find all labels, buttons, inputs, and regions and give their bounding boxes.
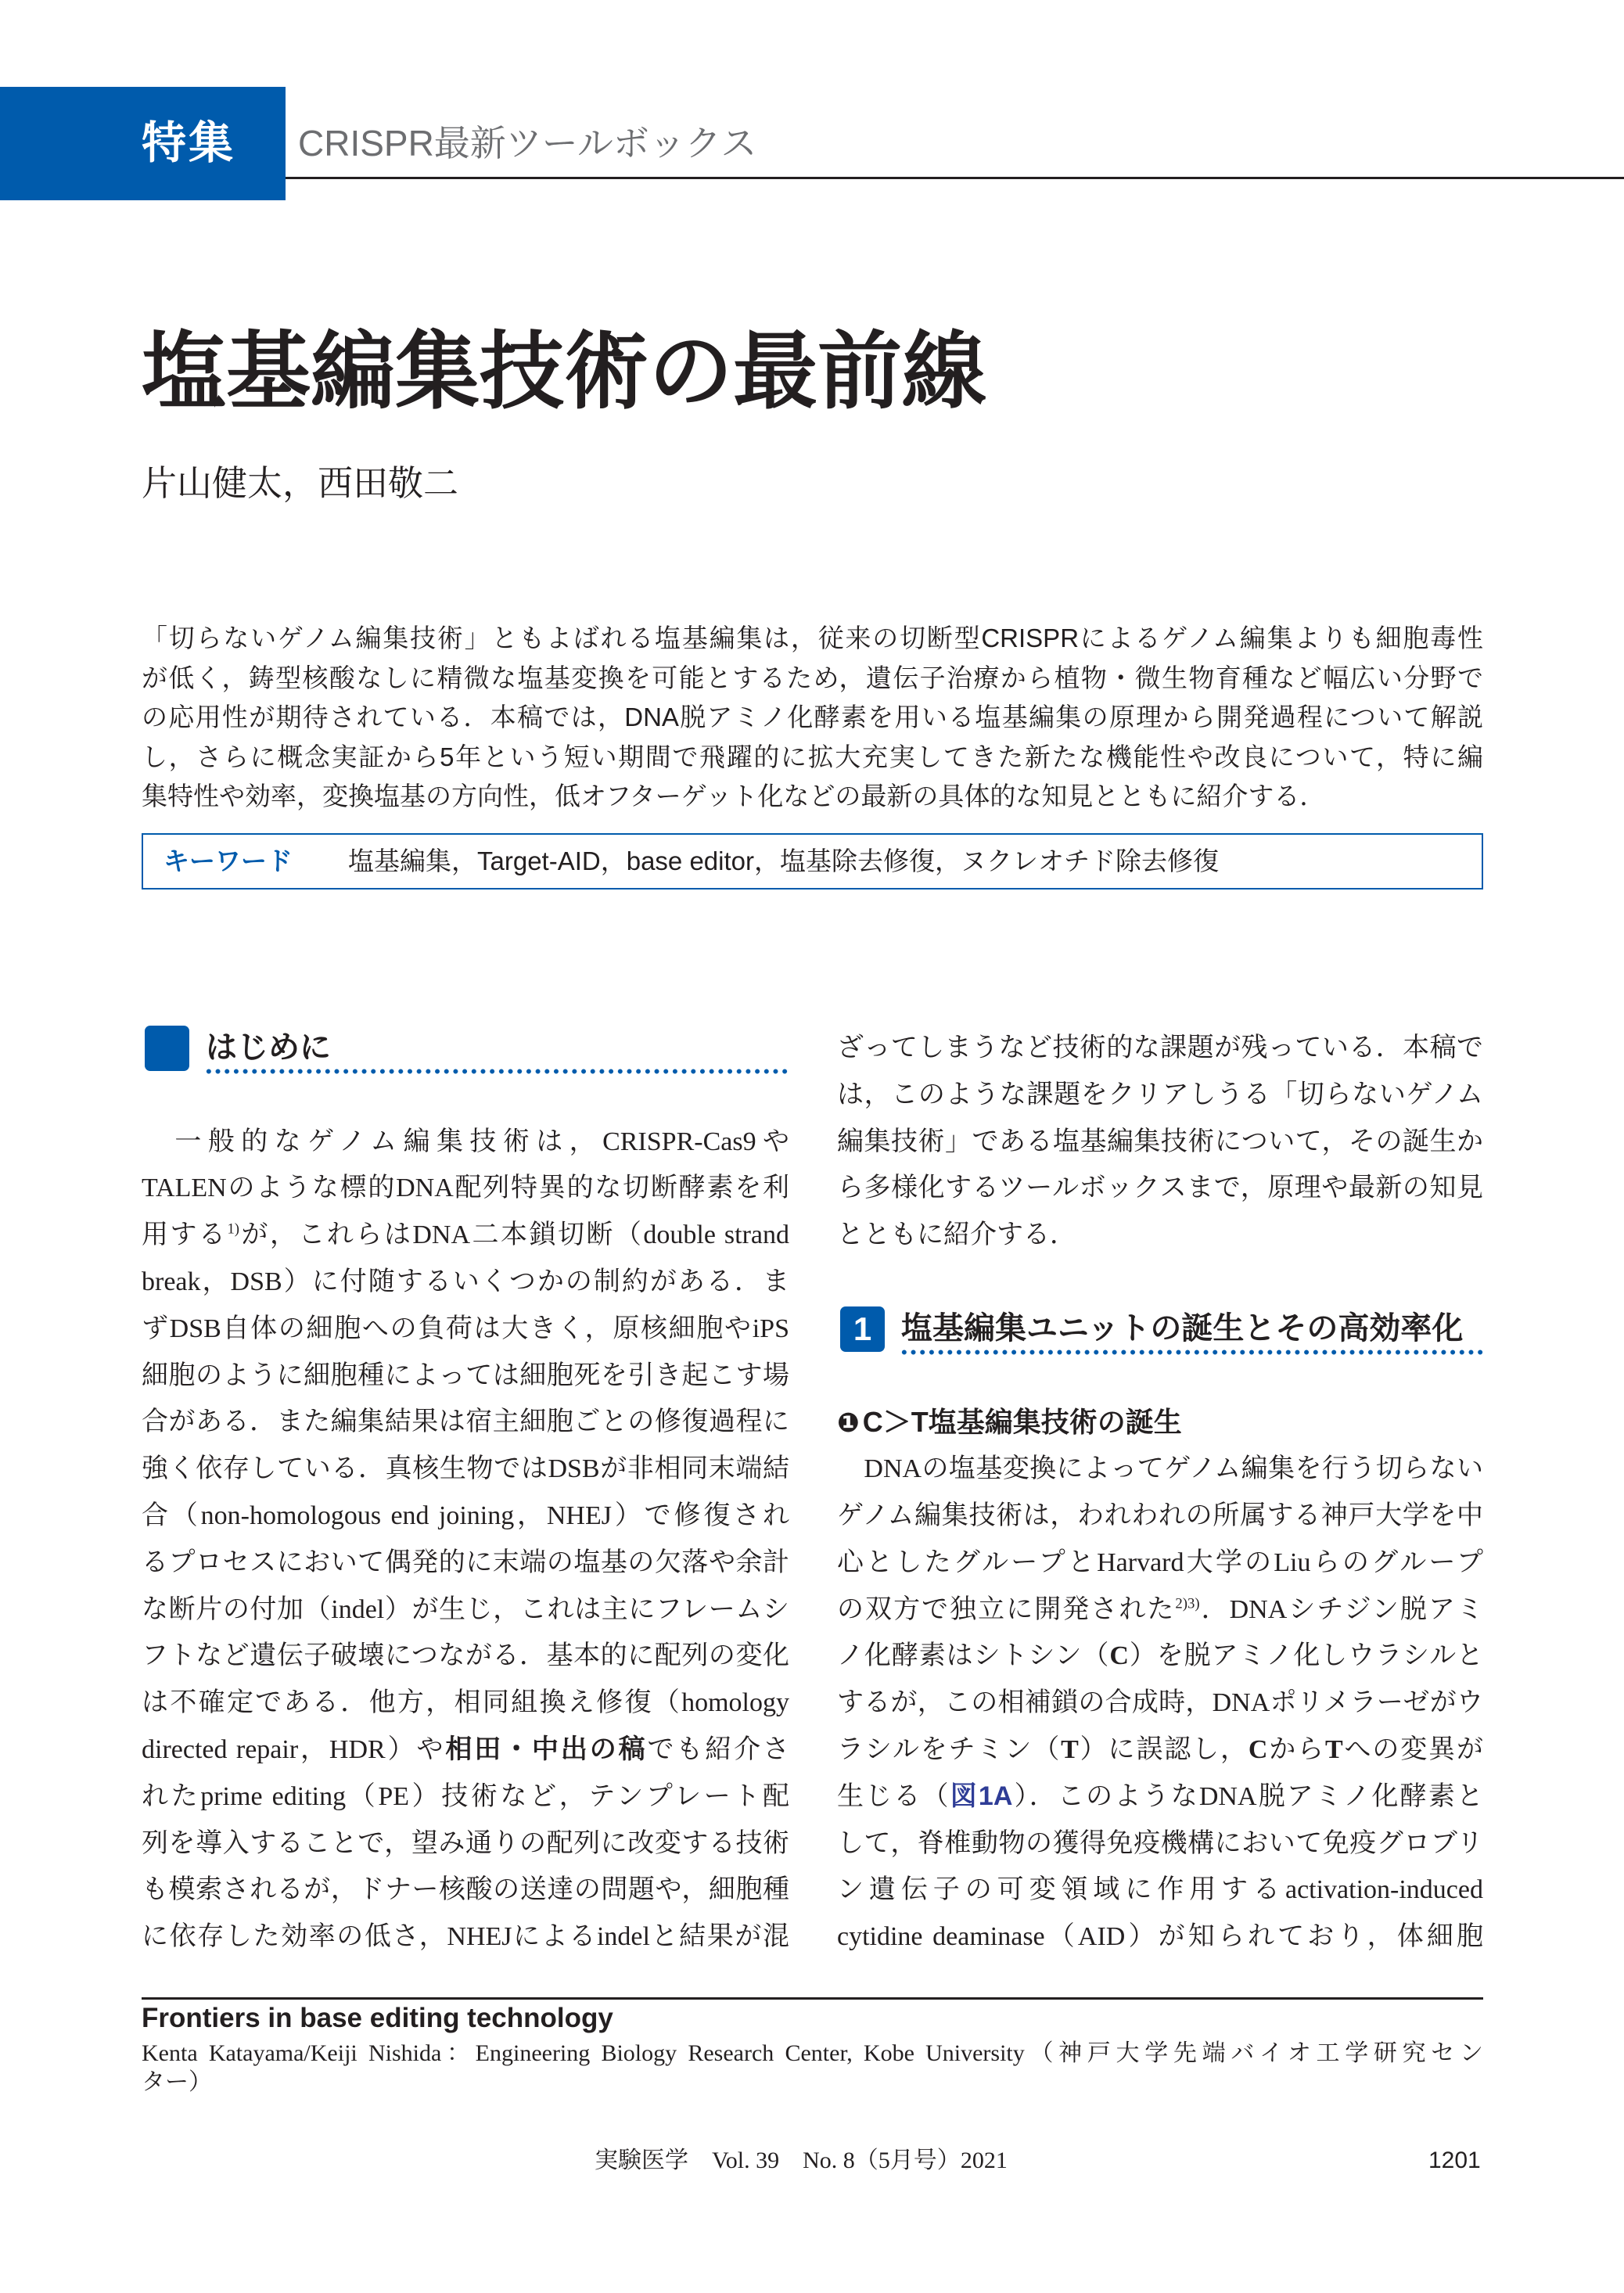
journal-volume: Vol. 39 (712, 2147, 780, 2173)
text-line: れたprime editing（PE）技術など，テンプレート配 (142, 1781, 789, 1811)
text-line: るプロセスにおいて偶発的に末端の塩基の欠落や余計 (142, 1547, 789, 1577)
text-run: ）に誤認し， (1078, 1734, 1249, 1764)
keyword: Target-AID (477, 846, 601, 875)
section-marker-square (145, 1026, 189, 1071)
subsection-number-icon: ❶ (837, 1407, 860, 1439)
text-line: 合（non-homologous end joining，NHEJ）で修復され (142, 1501, 789, 1530)
nucleotide-symbol: C (1109, 1641, 1129, 1671)
text-line: 心としたグループとHarvard大学のLiuらのグループ (837, 1547, 1483, 1577)
text-run: でも紹介さ (647, 1734, 790, 1764)
keyword: ヌクレオチド除去修復 (961, 846, 1219, 875)
text-line (142, 1727, 789, 1774)
text-line (837, 1774, 1483, 1820)
text-line: フトなど遺伝子破壊につながる．基本的に配列の変化 (142, 1641, 789, 1671)
nucleotide-symbol: T (1061, 1734, 1079, 1764)
text-run: の双方で独立に開発された (837, 1594, 1176, 1624)
article-authors: 片山健太，西田敬二 (142, 463, 459, 503)
text-run: ．DNAシチジン脱アミ (1199, 1594, 1484, 1624)
text-line: し，さらに概念実証から5年という短い期間で飛躍的に拡大充実してきた新たな機能性や改良について，特に編 (142, 742, 1483, 771)
text-run: ）を脱アミノ化しウラシルと (1128, 1641, 1483, 1671)
subsection-heading (837, 1399, 1483, 1446)
text-line: が低く，鋳型核酸なしに精微な塩基変換を可能とするため，遺伝子治療から植物・微生物育種など幅広い分野で (142, 663, 1483, 692)
keyword-separator: ， (935, 846, 961, 875)
right-column (837, 1025, 1483, 1961)
text-run: への変異が (1342, 1734, 1484, 1764)
text-line: 強く依存している．真核生物ではDSBが非相同末端結 (142, 1454, 789, 1484)
text-line: ター） (142, 2069, 212, 2095)
text-line: ン遺伝子の可変領域に作用するactivation-induced (837, 1875, 1483, 1905)
text-line (142, 1212, 789, 1259)
text-line: 「切らないゲノム編集技術」ともよばれる塩基編集は，従来の切断型CRISPRによるゲノム編集よりも細胞毒性 (142, 624, 1483, 652)
text-line: して，脊椎動物の獲得免疫機構において免疫グロブリ (837, 1828, 1483, 1858)
section-title: はじめに (206, 1030, 331, 1065)
text-line: 集特性や効率，変換塩基の方向性，低オフターゲット化などの最新の具体的な知見とともに紹介する． (142, 782, 1326, 810)
left-column (142, 1025, 789, 1961)
text-line: の応用性が期待されている．本稿では，DNA脱アミノ化酵素を用いる塩基編集の原理から開発過程について解説 (142, 703, 1483, 731)
text-run: から (1267, 1734, 1325, 1764)
text-line: は不確定である．他方，相同組換え修復（homology (142, 1688, 789, 1718)
keyword-label: キーワード (163, 846, 293, 875)
keyword: base editor (626, 846, 754, 875)
text-line: 編集技術」である塩基編集技術について，その誕生か (837, 1127, 1483, 1156)
text-run: が，これらはDNA二本鎖切断（double strand (239, 1220, 789, 1250)
text-run: 用する (142, 1220, 228, 1250)
text-line: に依存した効率の低さ，NHEJによるindelと結果が混 (142, 1922, 789, 1952)
author-affiliation (142, 2039, 1483, 2097)
paragraph (837, 1446, 1483, 1961)
text-line: TALENのような標的DNA配列特異的な切断酵素を利 (142, 1173, 789, 1203)
keyword-separator: ， (754, 846, 780, 875)
text-line (837, 1727, 1483, 1774)
english-title: Frontiers in base editing technology (142, 2003, 613, 2033)
text-run: ）．このようなDNA脱アミノ化酵素と (1012, 1781, 1484, 1811)
text-run: ラシルをチミン（ (837, 1734, 1062, 1764)
page-number: 1201 (1428, 2147, 1481, 2173)
nucleotide-symbol: T (1325, 1734, 1343, 1764)
text-line: 細胞のように細胞種によっては細胞死を引き起こす場 (142, 1360, 789, 1390)
section-number-badge: 1 (840, 1306, 885, 1352)
journal-issue: No. 8（5月号） (803, 2147, 961, 2173)
text-line: 合がある．また編集結果は宿主細胞ごとの修復過程に (142, 1407, 789, 1437)
keyword-separator: ， (600, 846, 627, 875)
keyword: 塩基編集 (348, 846, 451, 875)
section-heading-1 (837, 1306, 1483, 1400)
paragraph (837, 1025, 1483, 1259)
figure-reference-link[interactable]: 図1A (950, 1781, 1013, 1811)
text-line (837, 1633, 1483, 1680)
text-line: 列を導入することで，望み通りの配列に改変する技術 (142, 1828, 789, 1858)
nucleotide-symbol: C (1248, 1734, 1268, 1764)
section-heading-introduction (142, 1025, 789, 1119)
text-line (837, 1587, 1483, 1633)
text-line: とともに紹介する． (837, 1220, 1076, 1250)
category-label: 特集 (142, 118, 235, 168)
text-line: は，このような課題をクリアしうる「切らないゲノム (837, 1080, 1483, 1109)
header-rule (286, 177, 1624, 179)
text-line: ざってしまうなど技術的な課題が残っている．本稿で (837, 1033, 1483, 1062)
text-line: Kenta Katayama/Keiji Nishida：Engineering Biology Research Center, Kobe University（神戸大学先端バイオ工学研究セン (142, 2040, 1483, 2066)
paragraph (142, 1119, 789, 1961)
series-title: CRISPR最新ツールボックス (298, 123, 757, 164)
text-line: ら多様化するツールボックスまで，原理や最新の知見 (837, 1173, 1483, 1203)
text-line: するが，この相補鎖の合成時，DNAポリメラーゼがウ (837, 1688, 1483, 1718)
section-title: 塩基編集ユニットの誕生とその高効率化 (901, 1310, 1464, 1346)
text-line: DNAの塩基変換によってゲノム編集を行う切らない (837, 1454, 1483, 1484)
journal-name: 実験医学 (595, 2147, 688, 2173)
text-line: cytidine deaminase（AID）が知られており，体細胞 (837, 1922, 1483, 1952)
keyword: 塩基除去修復 (780, 846, 935, 875)
text-line: break，DSB）に付随するいくつかの制約がある．ま (142, 1267, 789, 1296)
citation-superscript: 2)3) (1175, 1595, 1200, 1612)
dotted-rule (900, 1350, 1483, 1355)
text-line: な断片の付加（indel）が生じ，これは主にフレームシ (142, 1594, 789, 1624)
article-title: 塩基編集技術の最前線 (142, 324, 987, 419)
citation-superscript: 1) (227, 1220, 240, 1238)
keyword-separator: ， (451, 846, 477, 875)
text-line: 一般的なゲノム編集技術は，CRISPR-Cas9や (142, 1127, 789, 1156)
text-line: も模索されるが，ドナー核酸の送達の問題や，細胞種 (142, 1875, 789, 1905)
footer-rule (142, 1997, 1483, 2000)
text-line: ゲノム編集技術は，われわれの所属する神戸大学を中 (837, 1501, 1483, 1530)
dotted-rule (204, 1069, 789, 1074)
cross-reference-emphasis: 相田・中出の稿 (445, 1734, 648, 1764)
journal-citation (595, 2146, 1008, 2176)
subsection-title: C＞T塩基編集技術の誕生 (862, 1406, 1182, 1439)
text-line: ずDSB自体の細胞への負荷は大きく，原核細胞やiPS (142, 1314, 789, 1343)
keyword-box (142, 833, 1483, 890)
text-run: ノ化酵素はシトシン（ (837, 1641, 1110, 1671)
abstract (142, 619, 1483, 817)
text-run: directed repair，HDR）や (142, 1734, 446, 1764)
text-run: 生じる（ (837, 1781, 950, 1811)
journal-year: 2021 (960, 2147, 1008, 2173)
keyword-list (348, 835, 1219, 887)
